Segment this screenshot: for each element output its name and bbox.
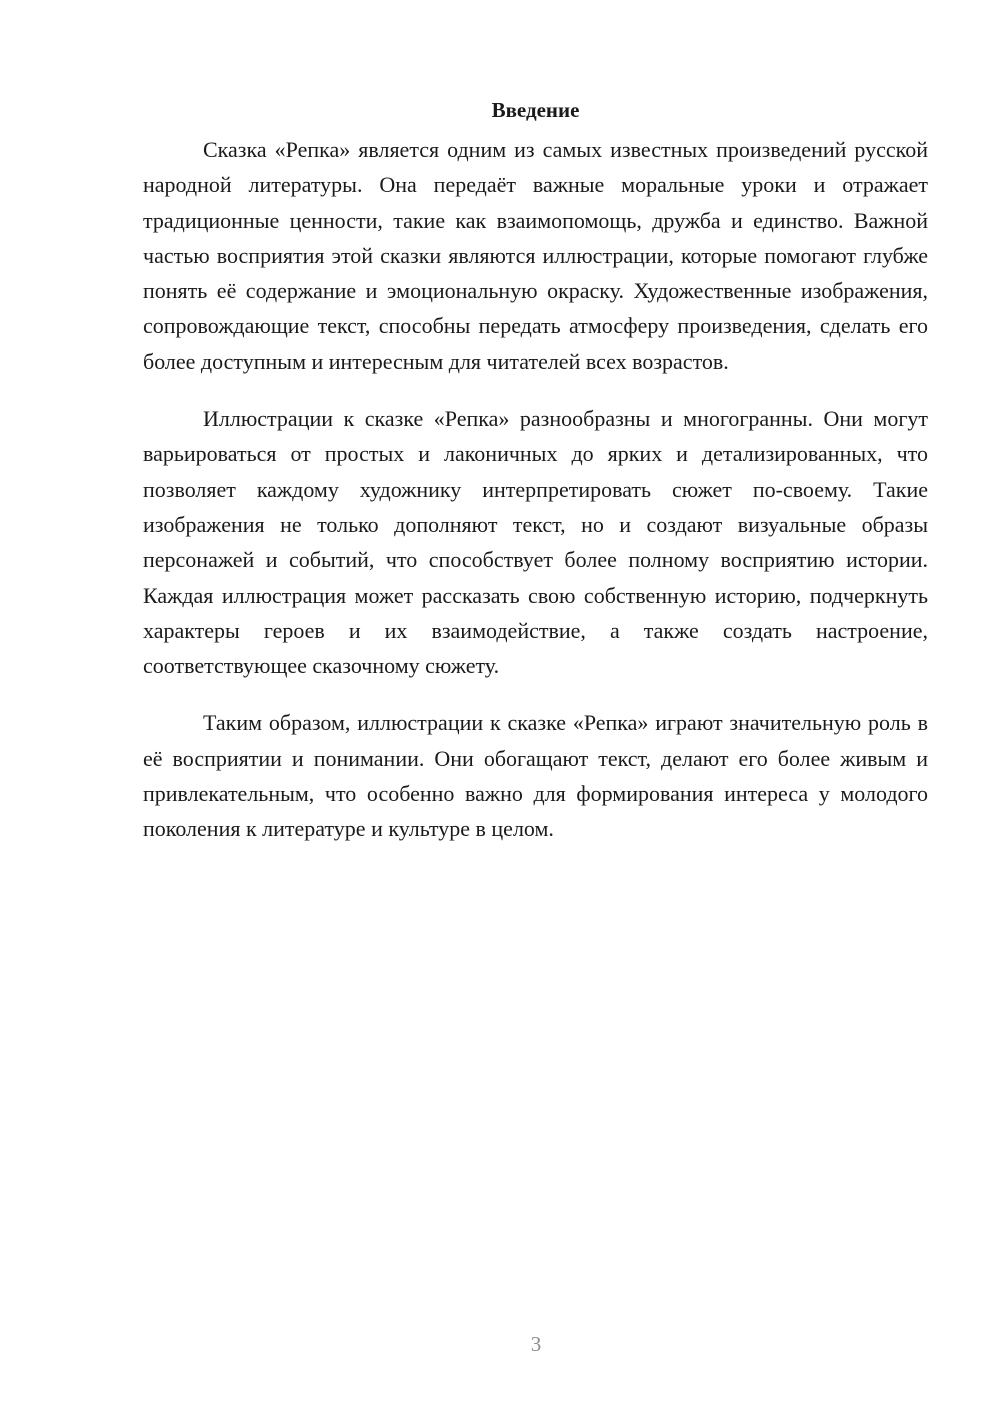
paragraph-conclusion: Таким образом, иллюстрации к сказке «Репка» играют значительную роль в её восприятии и понимании. Они обогащают текст, делают его более живым и привлекательным, что особенно важно для формирования интереса у молодого поколения к литературе и культуре в целом. <box>143 710 928 842</box>
page-number: 3 <box>530 1332 542 1356</box>
section-title: Введение <box>491 98 580 122</box>
page-content <box>143 93 928 869</box>
paragraph-intro: Сказка «Репка» является одним из самых известных произведений русской народной литературы. Она передаёт важные моральные уроки и отражает традиционные ценности, такие как взаимопомощь, дружба и единство. Важной частью восприятия этой сказки являются иллюстрации, которые помогают глубже понять её содержание и эмоциональную окраску. Художественные изображения, сопровождающие текст, способны передать атмосферу произведения, сделать его более доступным и интересным для читателей всех возрастов. <box>143 137 928 374</box>
paragraph-illustrations: Иллюстрации к сказке «Репка» разнообразны и многогранны. Они могут варьироваться от простых и лаконичных до ярких и детализированных, что позволяет каждому художнику интерпретировать сюжет по-своему. Такие изображения не только дополняют текст, но и создают визуальные образы персонажей и событий, что способствует более полному восприятию истории. Каждая иллюстрация может рассказать свою собственную историю, подчеркнуть характеры героев и их взаимодействие, а также создать настроение, соответствующее сказочному сюжету. <box>143 406 928 679</box>
